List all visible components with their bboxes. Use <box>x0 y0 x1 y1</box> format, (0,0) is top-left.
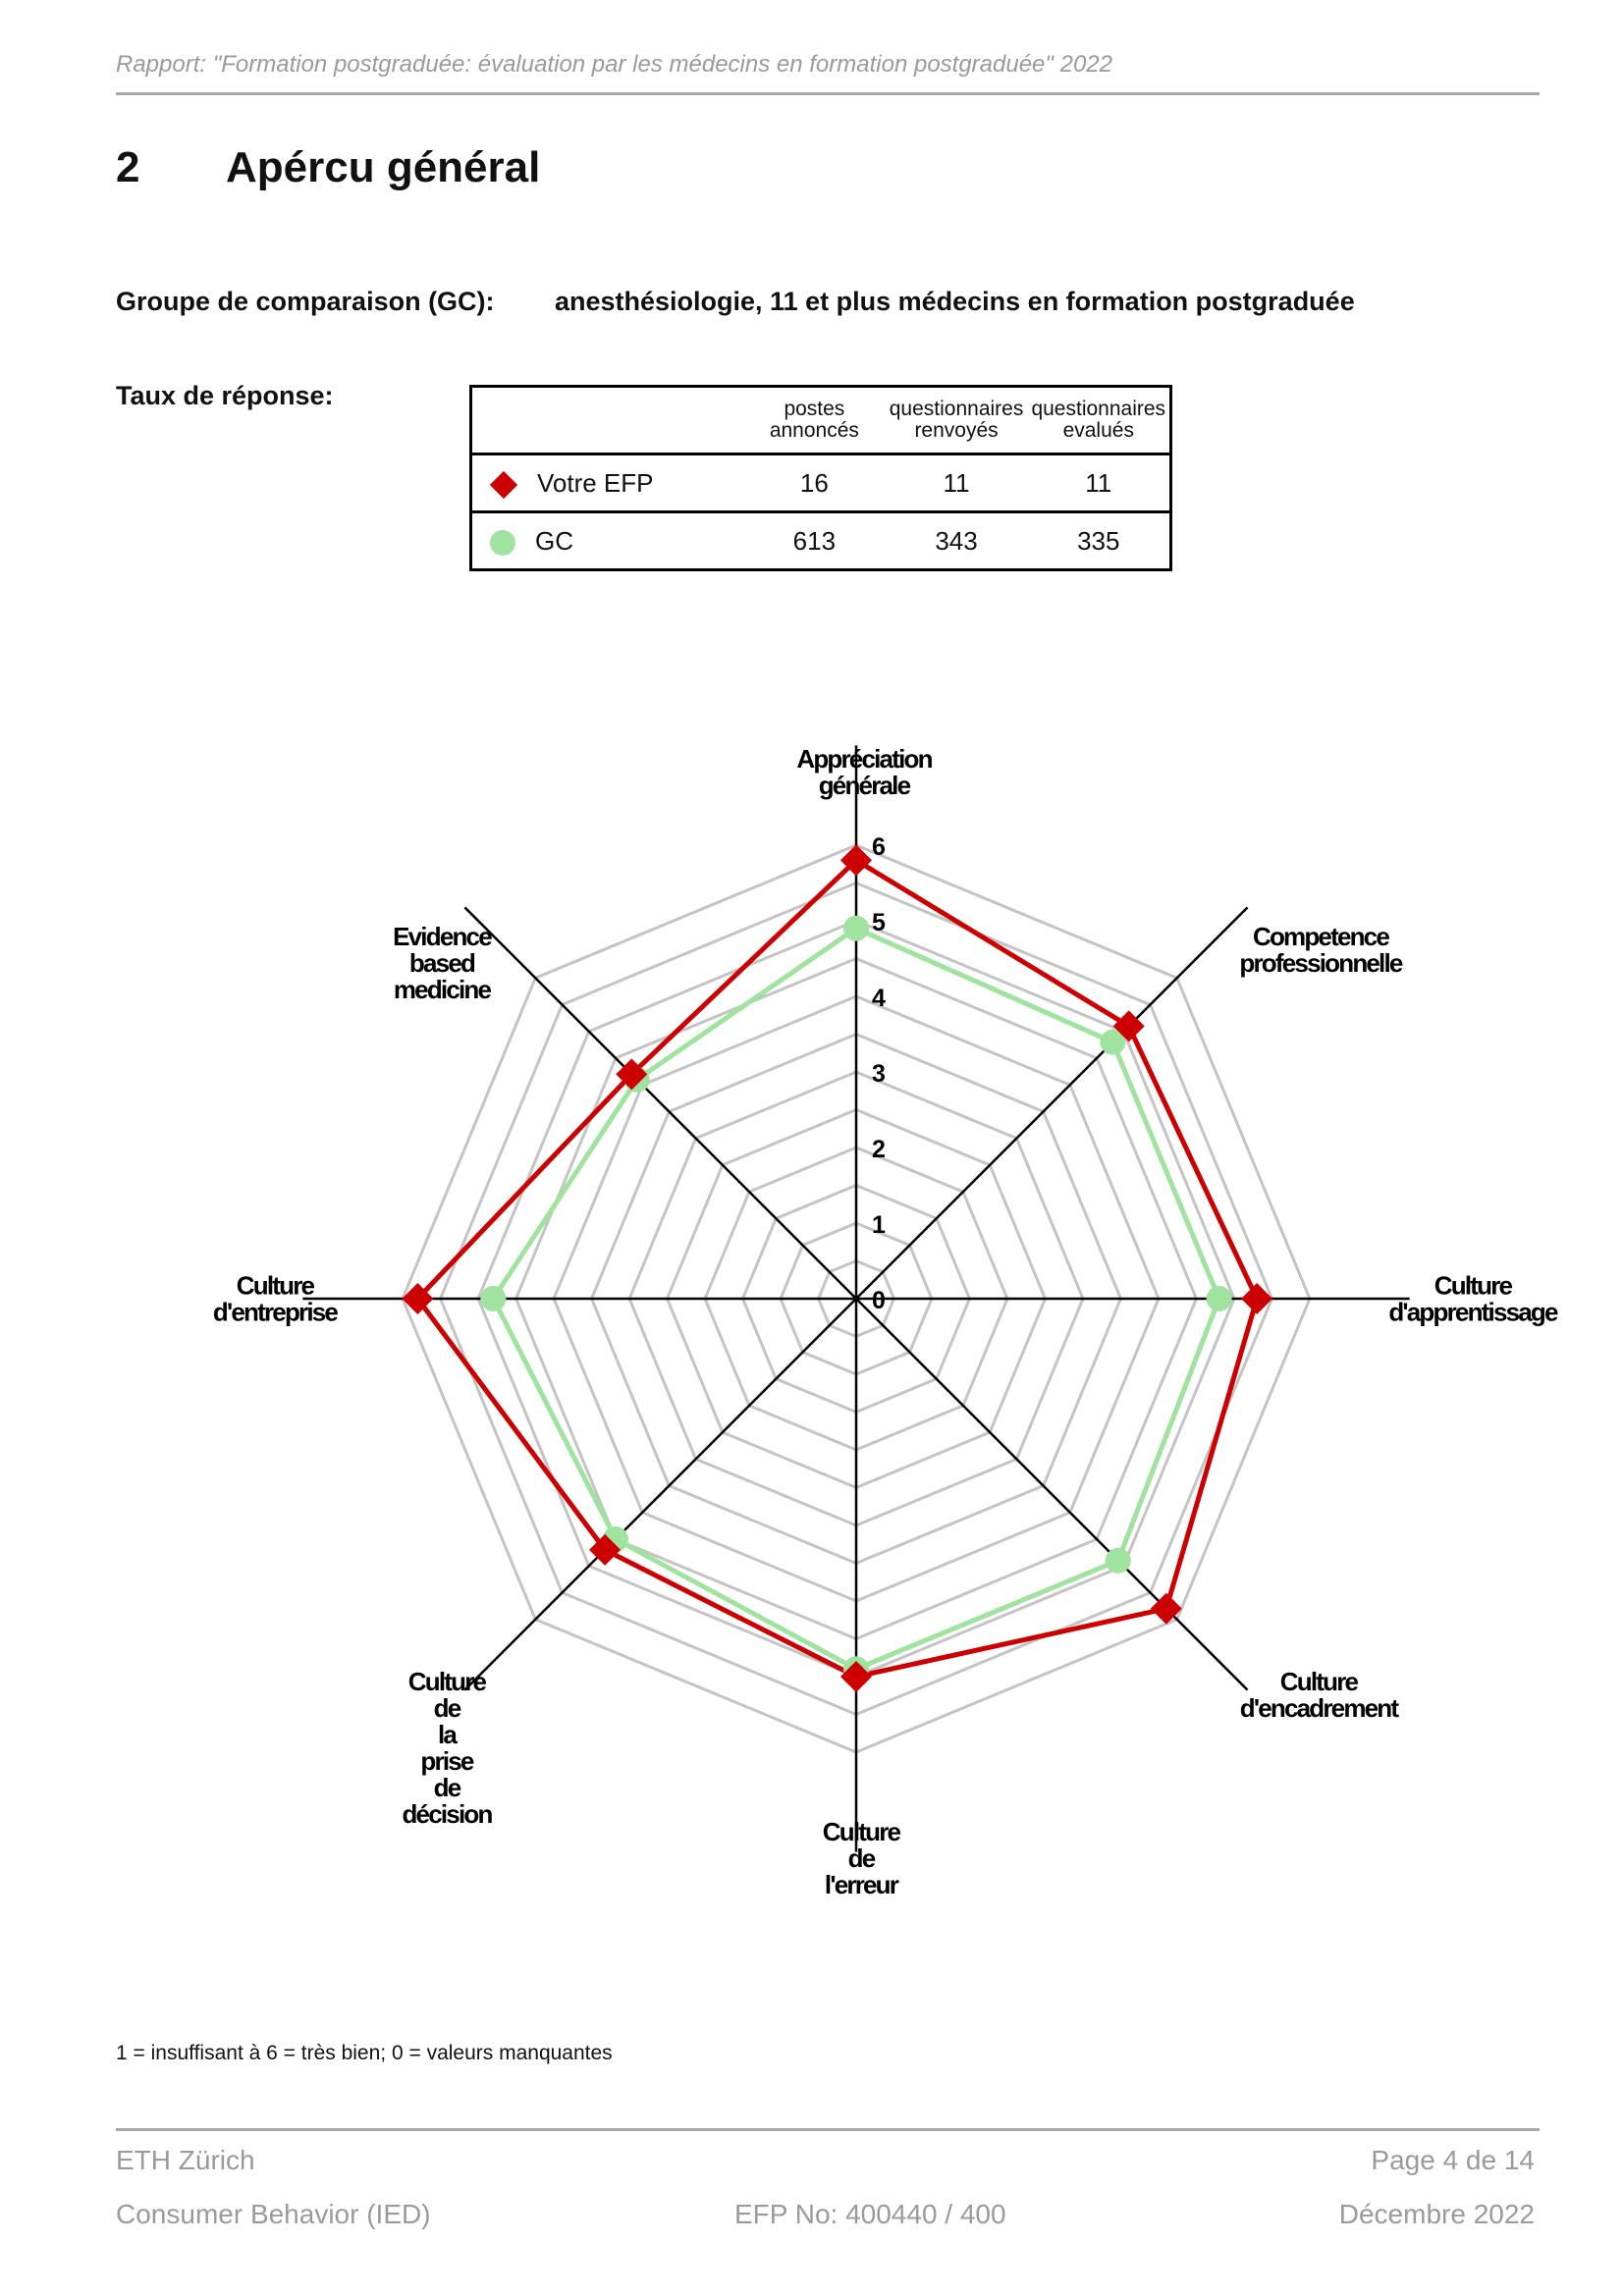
category-label <box>1239 922 1402 978</box>
header-renvoyes-line2: renvoyés <box>914 419 999 442</box>
category-label-line: de <box>847 1843 875 1873</box>
category-label-line: de <box>433 1773 460 1802</box>
footer-dept: Consumer Behavior (IED) <box>116 2199 431 2229</box>
cell-efp-postes: 16 <box>743 454 885 512</box>
cell-gc-renvoyes: 343 <box>935 525 978 556</box>
row-name-gc-text: GC <box>535 525 573 556</box>
category-label <box>393 922 492 1004</box>
category-label-line: l'erreur <box>824 1870 898 1899</box>
category-label-line: prise <box>420 1746 473 1776</box>
footer-efp-number: EFP No: 400440 / 400 <box>734 2199 1006 2229</box>
comparison-label: Groupe de comparaison (GC): <box>116 287 495 316</box>
data-point <box>1207 1286 1232 1311</box>
section-title: Apércu général <box>226 143 541 191</box>
category-label-line: Culture <box>1279 1667 1358 1696</box>
category-label-line: Appréciation <box>796 744 932 774</box>
axis-tick-label: 6 <box>872 833 886 861</box>
footer-date: Décembre 2022 <box>1338 2199 1535 2229</box>
header-postes-line1: postes <box>784 398 845 420</box>
row-name-efp-text: Votre EFP <box>537 467 654 498</box>
category-label-line: Evidence <box>393 922 491 951</box>
category-label-line: Culture <box>407 1667 486 1696</box>
chart-footnote: 1 = insuffisant à 6 = très bien; 0 = valeurs manquantes <box>116 2042 613 2064</box>
category-label-line: d'entreprise <box>212 1297 338 1327</box>
category-label <box>823 1817 901 1899</box>
axis-line <box>856 907 1248 1299</box>
header-postes-line2: annoncés <box>769 419 859 442</box>
category-label <box>1388 1271 1558 1327</box>
category-label-line: Competence <box>1252 922 1389 951</box>
response-rate-label: Taux de réponse: <box>116 381 334 410</box>
footer-rule <box>116 2128 1540 2131</box>
category-label-line: professionnelle <box>1239 948 1402 978</box>
cell-efp-renvoyes: 11 <box>886 454 1028 512</box>
axis-tick-label: 1 <box>872 1211 886 1239</box>
category-label-line: générale <box>818 771 910 800</box>
category-label-line: based <box>408 948 475 978</box>
section-number: 2 <box>116 143 140 191</box>
axis-tick-label: 0 <box>872 1287 886 1314</box>
category-label-line: Culture <box>1434 1270 1512 1301</box>
category-label <box>402 1667 492 1829</box>
category-label-line: Culture <box>236 1270 314 1301</box>
header-evalues-line1: questionnaires <box>1031 398 1166 420</box>
cell-gc-postes: 613 <box>792 525 837 556</box>
report-header: Rapport: "Formation postgraduée: évaluation par les médecins en formation postgraduée" 2022 <box>116 51 1112 78</box>
axis-tick-label: 4 <box>872 985 886 1012</box>
category-label-line: de <box>433 1693 460 1723</box>
axis-tick-label: 3 <box>872 1060 886 1088</box>
category-label-line: la <box>437 1720 457 1749</box>
header-renvoyes-line1: questionnaires <box>889 398 1024 420</box>
category-label-line: Culture <box>822 1817 900 1846</box>
footer-page-number: Page 4 de 14 <box>1371 2145 1535 2175</box>
category-label <box>1240 1667 1400 1723</box>
category-label <box>796 744 932 800</box>
axis-tick-label: 5 <box>872 909 886 936</box>
category-label-line: décision <box>402 1799 492 1829</box>
category-label-line: d'apprentissage <box>1388 1297 1557 1327</box>
data-point <box>1106 1548 1131 1574</box>
footer-org: ETH Zürich <box>116 2145 255 2175</box>
comparison-value: anesthésiologie, 11 et plus médecins en formation postgraduée <box>555 287 1355 316</box>
data-point <box>843 916 869 941</box>
cell-efp-evalues: 11 <box>1028 454 1171 512</box>
cell-gc-evalues: 335 <box>1077 525 1120 556</box>
axis-tick-label: 2 <box>872 1136 886 1163</box>
category-label <box>213 1271 339 1327</box>
category-label-line: medicine <box>393 975 491 1004</box>
category-label-line: d'encadrement <box>1239 1693 1398 1723</box>
data-point <box>480 1286 506 1311</box>
header-evalues-line2: evalués <box>1062 419 1134 442</box>
